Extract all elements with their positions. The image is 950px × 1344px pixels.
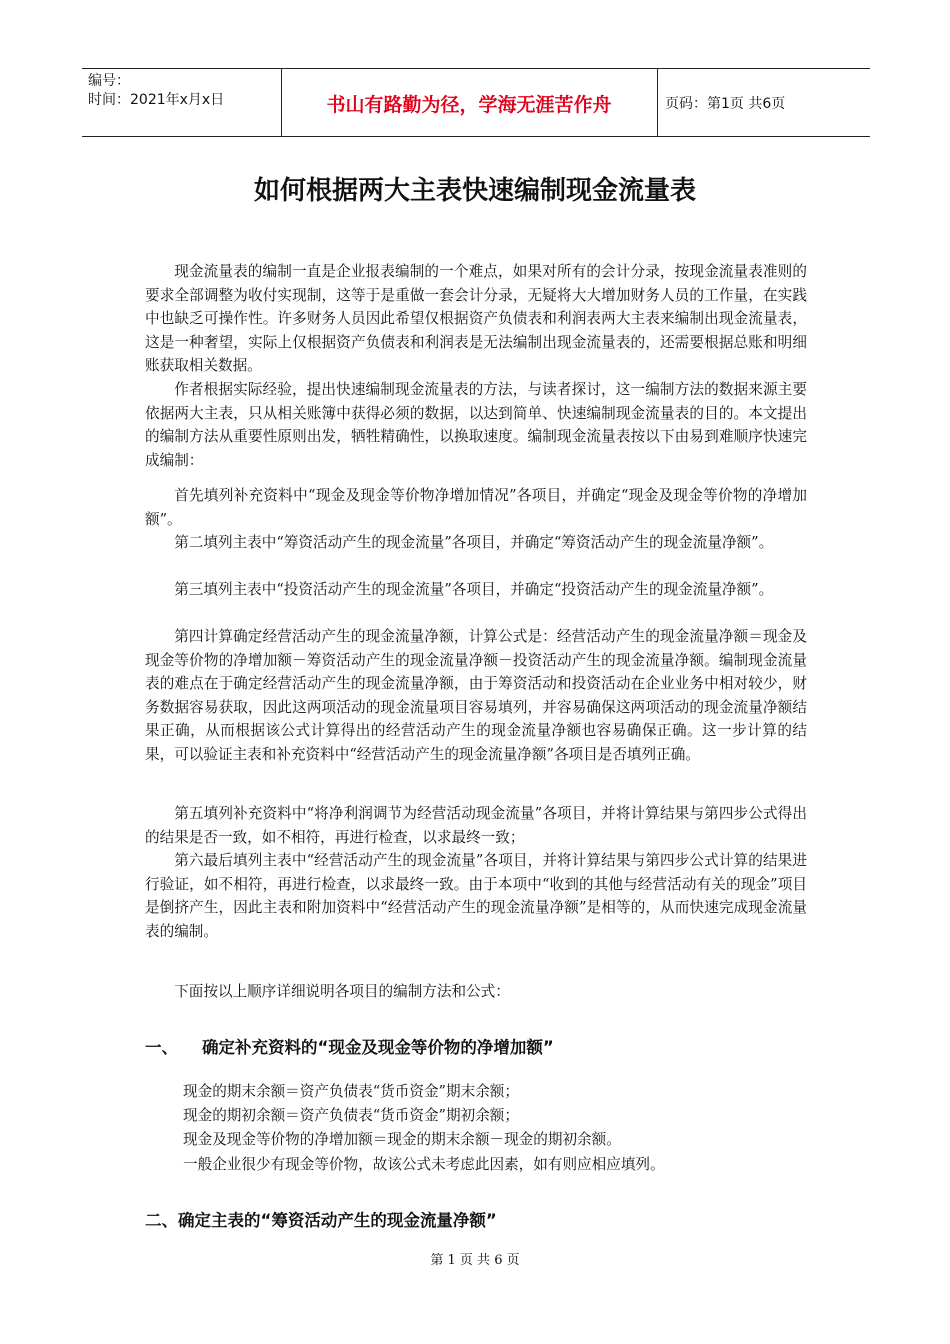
formula-line-1: 现金的期末余额＝资产负债表“货币资金”期末余额； <box>183 1083 519 1100</box>
body-paragraph-6: 第四计算确定经营活动产生的现金流量净额，计算公式是：经营活动产生的现金流量净额＝现金及现金等价物的净增加额－筹资活动产生的现金流量净额－投资活动产生的现金流量净额。编制现金流量表的难点在于确定经营活动产生的现金流量净额，由于筹资活动和投资活动在企业业务中相对较少，财务数据容易获取，因此这两项活动的现金流量项目容易填列，并容易确保这两项活动的现金流量净额结果正确，从而根据该公式计算得出的经营活动产生的现金流量净额也容易确保正确。这一步计算的结果，可以验证主表和补充资料中“经营活动产生的现金流量净额”各项目是否填列正确。 <box>145 628 807 763</box>
body-paragraph-1: 现金流量表的编制一直是企业报表编制的一个难点，如果对所有的会计分录，按现金流量表准则的要求全部调整为收付实现制，这等于是重做一套会计分录，无疑将大大增加财务人员的工作量，在实践中也缺乏可操作性。许多财务人员因此希望仅根据资产负债表和利润表两大主表来编制出现金流量表，这是一种奢望，实际上仅根据资产负债表和利润表是无法编制出现金流量表的，还需要根据总账和明细账获取相关数据。 <box>145 263 807 375</box>
header-page-label: 页码：第1页 共6页 <box>665 96 786 112</box>
body-paragraph-5: 第三填列主表中“投资活动产生的现金流量”各项目，并确定“投资活动产生的现金流量净额”。 <box>174 581 774 598</box>
formula-line-3: 现金及现金等价物的净增加额＝现金的期末余额－现金的期初余额。 <box>183 1131 621 1148</box>
document-title: 如何根据两大主表快速编制现金流量表 <box>253 176 696 206</box>
section-1-title: 确定补充资料的“现金及现金等价物的净增加额” <box>202 1038 554 1057</box>
header-bottom-border <box>82 136 870 137</box>
section-1-number: 一、 <box>145 1038 178 1057</box>
body-paragraph-8: 第六最后填列主表中“经营活动产生的现金流量”各项目，并将计算结果与第四步公式计算的结果进行验证，如不相符，再进行检查，以求最终一致。由于本项中“收到的其他与经营活动有关的现金”项目是倒挤产生，因此主表和附加资料中“经营活动产生的现金流量净额”是相等的，从而快速完成现金流量表的编制。 <box>145 852 807 940</box>
body-paragraph-4: 第二填列主表中“筹资活动产生的现金流量”各项目，并确定“筹资活动产生的现金流量净额”。 <box>174 534 774 551</box>
formula-note: 一般企业很少有现金等价物，故该公式未考虑此因素，如有则应相应填列。 <box>183 1156 665 1173</box>
header-motto: 书山有路勤为径，学海无涯苦作舟 <box>326 94 612 116</box>
body-paragraph-3: 首先填列补充资料中“现金及现金等价物净增加情况”各项目，并确定“现金及现金等价物的净增加额”。 <box>145 487 807 528</box>
page-footer: 第 1 页 共 6 页 <box>430 1253 520 1268</box>
formula-line-2: 现金的期初余额＝资产负债表“货币资金”期初余额； <box>183 1107 519 1124</box>
header-divider-left <box>281 68 282 136</box>
intro-line: 下面按以上顺序详细说明各项目的编制方法和公式： <box>174 983 510 1000</box>
section-2-heading: 二、确定主表的“筹资活动产生的现金流量净额” <box>145 1211 497 1230</box>
header-top-border <box>82 68 870 69</box>
body-paragraph-7: 第五填列补充资料中“将净利润调节为经营活动现金流量”各项目，并将计算结果与第四步公式得出的结果是否一致，如不相符，再进行检查，以求最终一致； <box>145 805 807 846</box>
document-date-label: 时间：2021年x月x日 <box>88 92 225 108</box>
section-1-heading <box>145 1034 554 1058</box>
document-number-label: 编号： <box>88 73 130 89</box>
header-divider-right <box>657 68 658 136</box>
body-paragraph-2: 作者根据实际经验，提出快速编制现金流量表的方法，与读者探讨，这一编制方法的数据来源主要依据两大主表，只从相关账簿中获得必须的数据，以达到简单、快速编制现金流量表的目的。本文提出的编制方法从重要性原则出发，牺牲精确性，以换取速度。编制现金流量表按以下由易到难顺序快速完成编制： <box>145 381 807 469</box>
